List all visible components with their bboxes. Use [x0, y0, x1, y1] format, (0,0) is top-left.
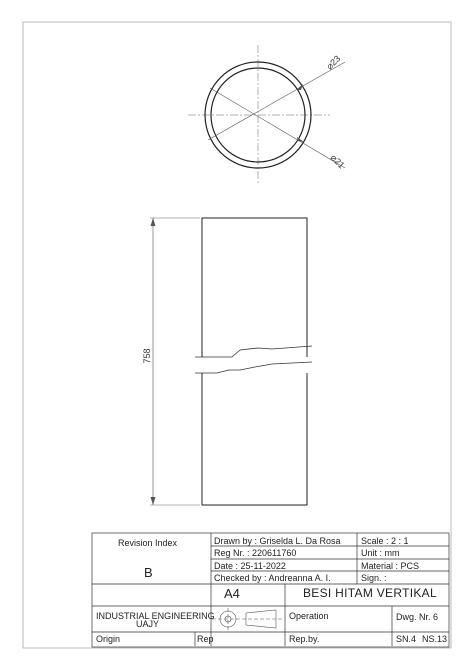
drawing-title: BESI HITAM VERTIKAL	[303, 586, 437, 600]
inner-diameter-leader	[210, 88, 347, 171]
break-line-upper	[195, 346, 312, 357]
inner-diameter-label: ⌀21	[328, 152, 347, 171]
height-arrow-top	[151, 218, 156, 226]
dwg-nr: Dwg. Nr. 6	[396, 612, 439, 622]
height-dimension-label: 758	[142, 348, 152, 364]
revision-index-label: Revision Index	[118, 538, 178, 548]
outer-diameter-label: ⌀23	[324, 53, 343, 72]
operation: Operation	[289, 611, 329, 621]
pipe-upper-outline	[202, 218, 307, 357]
institution-line2: UAJY	[136, 619, 160, 629]
reg-nr: Reg Nr. : 220611760	[214, 548, 297, 558]
paper-size: A4	[224, 586, 240, 601]
date: Date : 25-11-2022	[214, 561, 286, 571]
outer-diameter-leader	[208, 62, 345, 140]
inner-diameter-arrow	[297, 137, 304, 142]
drawn-by: Drawn by : Griselda L. Da Rosa	[214, 536, 341, 546]
scale: Scale : 2 : 1	[361, 536, 409, 546]
sn: SN.4	[396, 634, 417, 644]
pipe-lower-outline	[202, 373, 307, 505]
revision-value: B	[144, 565, 153, 580]
origin: Origin	[96, 634, 121, 644]
height-arrow-bottom	[151, 497, 156, 505]
front-view	[142, 218, 312, 505]
projection-symbol-icon	[212, 608, 282, 630]
institution-line1: INDUSTRIAL ENGINEERING	[96, 611, 215, 621]
unit: Unit : mm	[361, 548, 400, 558]
rep-by: Rep.by.	[289, 634, 320, 644]
top-view	[188, 45, 347, 185]
ns: NS.13	[422, 634, 448, 644]
rep: Rep	[197, 634, 214, 644]
material: Material : PCS	[361, 561, 420, 571]
break-line-lower	[195, 362, 312, 373]
checked-by: Checked by : Andreanna A. I.	[214, 573, 331, 583]
sign: Sign. :	[361, 573, 387, 583]
